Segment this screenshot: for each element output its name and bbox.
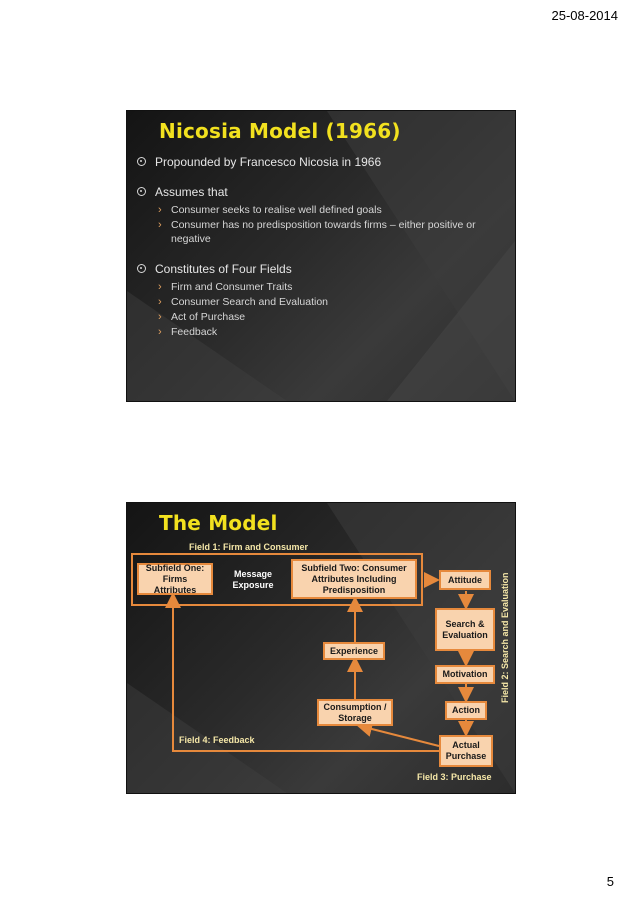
subfield-one-box: Subfield One: Firms Attributes [137,563,213,595]
search-evaluation-box: Search & Evaluation [435,608,495,651]
sub-bullet-list [155,203,509,246]
bullet-item [137,155,509,169]
sub-bullet-item: › Firm and Consumer Traits [155,280,509,294]
attitude-box: Attitude [439,570,491,590]
bullet-text: Constitutes of Four Fields [155,262,292,276]
slide-the-model [126,502,516,794]
consumption-storage-box: Consumption / Storage [317,699,393,726]
page-date: 25-08-2014 [551,8,618,23]
bullet-marker-icon [137,157,146,166]
subfield-two-box: Subfield Two: Consumer Attributes Including Predisposition [291,559,417,599]
field-2-label: Field 2: Search and Evaluation [500,572,510,703]
page-number: 5 [606,874,614,889]
bullet-marker-icon [137,187,146,196]
sub-bullet-item: › Act of Purchase [155,310,509,324]
sub-bullet-item: › Feedback [155,325,509,339]
sub-bullet-item: › Consumer seeks to realise well defined goals [155,203,509,217]
sub-bullet-list [155,280,509,339]
experience-box: Experience [323,642,385,660]
field-4-label: Field 4: Feedback [179,735,255,745]
bullet-list [137,155,509,355]
message-exposure-label: Message Exposure [232,569,274,590]
bullet-marker-icon [137,264,146,273]
bullet-item [137,262,509,339]
arrow-feedback-loop [173,596,439,751]
sub-bullet-item: › Consumer has no predisposition towards firms – either positive or negative [155,218,509,246]
arrow-purchase-to-consumption [360,726,439,746]
action-box: Action [445,701,487,720]
bullet-text: Assumes that [155,185,228,199]
actual-purchase-box: Actual Purchase [439,735,493,767]
slide-nicosia-model [126,110,516,402]
slide-title: Nicosia Model (1966) [159,119,401,143]
motivation-box: Motivation [435,665,495,684]
bullet-item [137,185,509,246]
sub-bullet-item: › Consumer Search and Evaluation [155,295,509,309]
bullet-text: Propounded by Francesco Nicosia in 1966 [155,155,382,169]
field-1-label: Field 1: Firm and Consumer [189,542,309,552]
slide-title: The Model [159,511,278,535]
field-3-label: Field 3: Purchase [417,772,492,782]
